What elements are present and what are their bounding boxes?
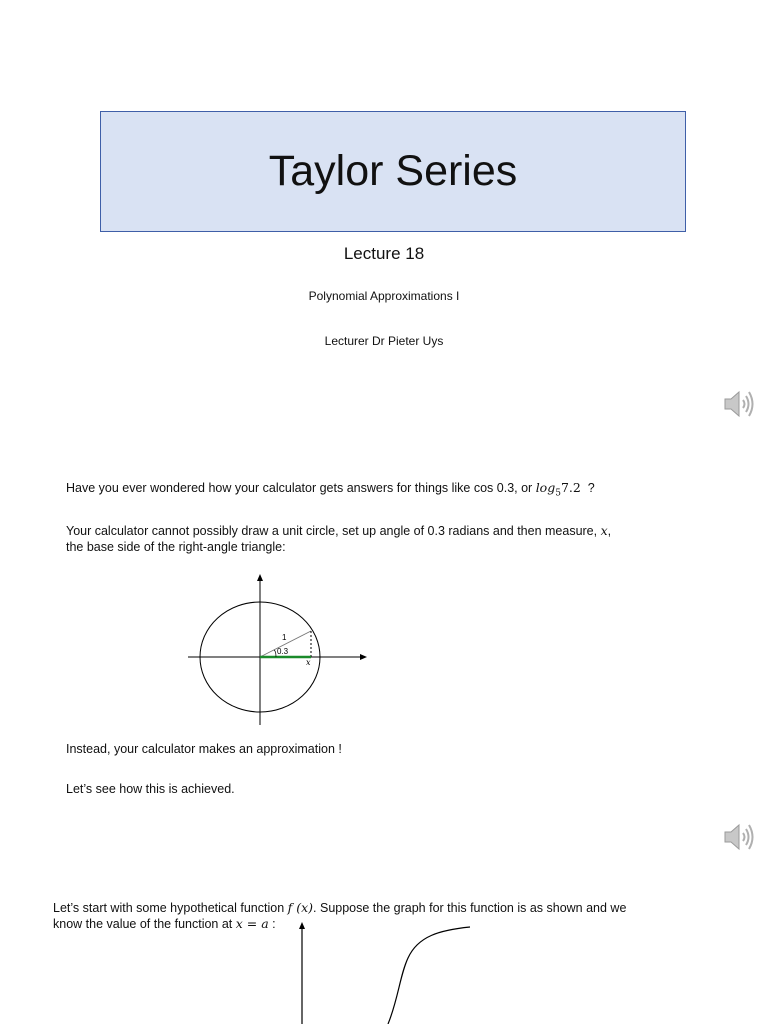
unit-circle-diagram [180,570,375,730]
speaker-icon[interactable] [722,820,756,854]
graph-y-axis-arrow [299,922,305,929]
function-curve [388,927,470,1024]
achieved-text: Let’s see how this is achieved. [66,782,235,796]
approximation-text: Instead, your calculator makes an approximation ! [66,742,342,756]
calculator-text: Your calculator cannot possibly draw a unit circle, set up angle of 0.3 radians and then measure, [66,524,601,538]
function-line-1 [53,900,626,916]
calculator-paragraph [66,523,611,555]
calculator-line-1 [66,523,611,539]
lecture-number: Lecture 18 [343,244,425,263]
y-axis-arrow [257,574,263,581]
question-mark: ? [580,481,595,495]
log-argument: 7.2 [560,480,581,495]
function-know: know the value of the function at [53,917,236,931]
lecturer-name: Lecturer Dr Pieter Uys [324,334,444,348]
slide-title: Taylor Series [268,147,518,195]
question-text: Have you ever wondered how your calculator gets answers for things like cos 0.3, or [66,481,536,495]
radius-label: 1 [282,633,287,642]
x-variable: x [600,523,608,538]
function-suppose: . Suppose the graph for this function is as shown and we [313,901,627,915]
log-symbol: log [535,480,556,495]
x-label: x [306,658,311,667]
title-box [100,111,686,232]
angle-label: 0.3 [277,647,289,656]
x-axis-arrow [360,654,367,660]
speaker-icon[interactable] [722,387,756,421]
log-base: 5 [555,488,561,499]
function-intro: Let’s start with some hypothetical function [53,901,288,915]
x-equals-a: x = a [235,916,269,931]
lecture-subtitle: Polynomial Approximations I [308,289,460,303]
function-graph [290,920,480,1024]
calculator-comma: , [607,524,612,538]
intro-question [66,480,595,502]
calculator-line-2: the base side of the right-angle triangle: [66,540,286,554]
function-colon: : [268,917,276,931]
function-fx: f (x) [287,900,314,915]
